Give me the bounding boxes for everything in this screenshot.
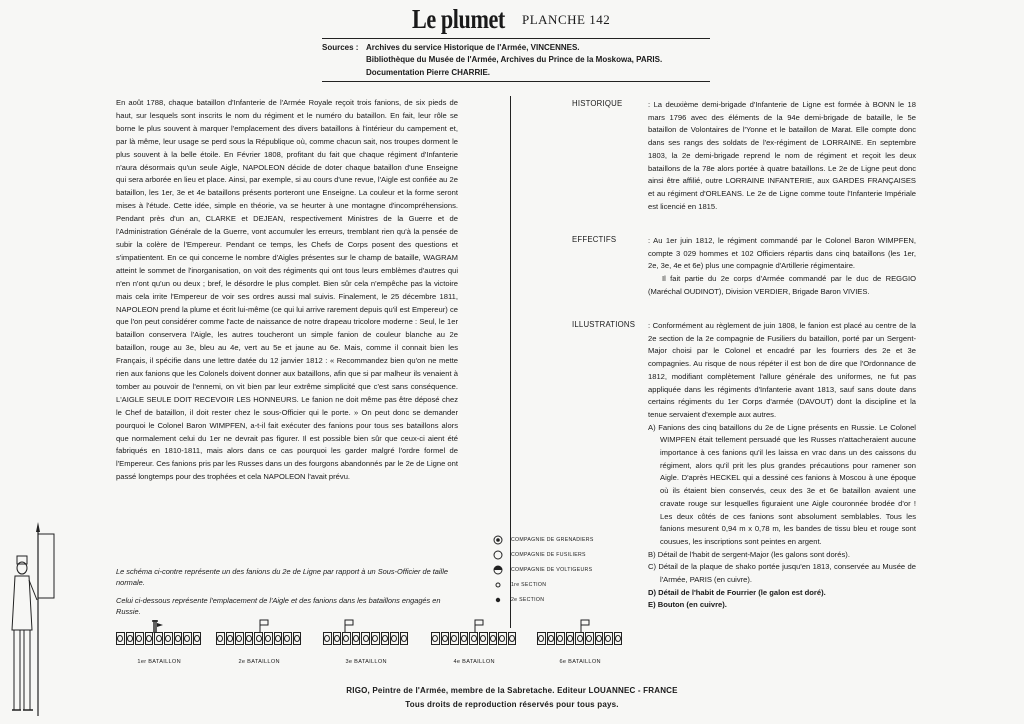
company-symbol xyxy=(284,635,290,642)
company-symbol xyxy=(442,635,448,642)
company-symbol xyxy=(294,635,300,642)
company-symbol xyxy=(557,635,563,642)
battalion-3 xyxy=(323,632,409,665)
company-symbol xyxy=(499,635,505,642)
legend xyxy=(493,532,631,607)
company-symbol xyxy=(136,635,142,642)
sources-line-2: Bibliothèque du Musée de l'Armée, Archives du Prince de la Moskowa, PARIS. xyxy=(366,55,663,65)
company-symbol xyxy=(577,635,583,642)
eagle-icon xyxy=(116,618,196,634)
company-symbol xyxy=(461,635,467,642)
legend-label: 1re SECTION xyxy=(511,581,547,588)
company-symbol xyxy=(165,635,171,642)
legend-section-1 xyxy=(493,577,631,592)
battalion-label: 6e BATAILLON xyxy=(559,659,601,665)
company-symbol xyxy=(471,635,477,642)
company-symbol xyxy=(324,635,330,642)
effectifs-text xyxy=(648,235,916,299)
company-symbol xyxy=(275,635,281,642)
company-symbol xyxy=(451,635,457,642)
battalion-6 xyxy=(537,632,623,665)
company-symbol xyxy=(586,635,592,642)
company-symbol xyxy=(117,635,123,642)
company-symbol xyxy=(256,635,262,642)
company-symbol xyxy=(265,635,271,642)
item-a: A) Fanions des cinq bataillons du 2e de Ligne présents en Russie. Le Colonel WIMPFEN était tellement persuadé que les Russes n'attacheraient aucune importance à ces fanions qu'il les laissa en vrac dans un des caissons du régiment, alors qu'il prit les plus grandes précautions pour ramener son Aigle. D'après HECKEL qui a dessiné ces fanions à Moscou à une époque où ils étaient bien conservés, ceux des 3e et 6e bataillon avaient une cravate rouge sur lesquelles figuraient une Aigle couronnée brodée d'or ! Les deux côtés de ces fanions sont absolument semblables. Tous les fanions mesurent 0,94 m x 0,78 m, les bandes de tissu bleu et rouge sont cousues, les inscriptions sont peintes en argent. xyxy=(648,422,916,546)
battalion-label: 4e BATAILLON xyxy=(453,659,495,665)
battalion-2 xyxy=(216,632,302,665)
history-paragraph: En août 1788, chaque bataillon d'Infanterie de l'Armée Royale reçoit trois fanions, de six pieds de haut, sur lesquels sont inscrits le nom du régiment et le numéro du bataillon. En fait, leur rôle se borne le plus souvent à marquer l'emplacement des divers bataillons à l'intérieur du campement et, par là même, leur usage se perd sous la République où, comme chacun sait, nos troupes dorment le plus souvent à la belle étoile. En Février 1808, profitant du fait que chaque régiment d'Infanterie n'aura désormais qu'un seule Aigle, NAPOLEON décide de doter chaque bataillon d'une Enseigne qui sera arborée en lieu et place. Ainsi, par exemple, si au cours d'une revue, l'Aigle est confiée au 2e bataillon, les 1er, 3e et 4e bataillons présents porteront une Enseigne. La couleur et la forme seront mises à l'étude. Cette idée, simple en théorie, va se heurter à une montagne d'incompréhensions. Pendant près d'un an, CLARKE et DEJEAN, respectivement Ministres de la Guerre et de l'Administration Générale de la Guerre, vont accumuler les erreurs, tremblant rien qu'à la pensée de subir la colère de l'Empereur. Pendant ce temps, les Chefs de Corps posent des questions et s'impatientent. En ce qui concerne le nombre d'Aigles présentes sur le champ de bataille, WAGRAM atteint le sommet de l'inorganisation, on voit des régiments qui ont tous leurs emblèmes d'autres qui n'en n'ont qu'un ou deux ; bref, le désordre le plus complet. Bien sûr cela n'empêche pas la victoire mais cela irrite l'Empereur de voir ses ordres aussi mal suivis. Finalement, le 25 décembre 1811, NAPOLEON prend la plume et écrit lui-même (ce qui lui arrive rarement depuis qu'il est Empereur) ce que l'on peut considérer comme l'acte de naissance de notre drapeau tricolore moderne : Seul, le 1er bataillon conservera l'Aigle, les autres toucheront un simple fanion de couleur blanche au 2e bataillon, rouge au 3e, bleu au 4e, vert au 5e et jaune au 6e. Mais, comme il connait bien les Français, il spécifie dans une lettre datée du 12 janvier 1812 : « Recommandez bien qu'on ne mette rien aux fanions que les Colonels doivent donner aux bataillons, afin que si par malheur ils venaient à tomber au pouvoir de l'ennemi, on vit bien par leur extrême simplicité que c'est sans conséquence. L'AIGLE SEULE DOIT RECEVOIR LES HONNEURS. Le fanion ne doit même pas être déposé chez le Chef de bataillon, il doit rester chez le sous-Officier qui le porte. » On peut donc se demander pourquoi le Colonel Baron WIMPFEN, a-t-il fait exécuter des fanions pour tous ses bataillons alors que normalement celui du 1er ne devrait pas figurer. Il est possible bien sûr que ceux-ci aient été fabriqués en 1810-1811, mais alors dans ce cas pourquoi les garder malgré l'ordre formel de l'Empereur. Ces fanions pris par les Russes dans un des fourgons abandonnés par le 2e de Ligne ont passé longtemps pour des trophées et cela NAPOLEON l'avait prévu. xyxy=(116,98,458,482)
footer-credit: RIGO, Peintre de l'Armée, membre de la Sabretache. Editeur LOUANNEC - FRANCE xyxy=(346,686,678,695)
company-symbol xyxy=(127,635,133,642)
battalion-label: 3e BATAILLON xyxy=(345,659,387,665)
company-symbol xyxy=(509,635,515,642)
flag-icon xyxy=(537,618,617,634)
legend-grenadiers xyxy=(493,532,631,547)
illustrations-text xyxy=(648,320,916,612)
planche-number: PLANCHE 142 xyxy=(522,12,611,27)
flag-icon xyxy=(323,618,403,634)
company-symbol xyxy=(217,635,223,642)
company-symbol xyxy=(184,635,190,642)
company-symbol xyxy=(615,635,621,642)
company-symbol xyxy=(156,635,162,642)
company-symbol xyxy=(334,635,340,642)
footer-rights: Tous droits de reproduction réservés pour tous pays. xyxy=(405,700,619,709)
historique-text xyxy=(648,99,916,213)
company-symbol xyxy=(372,635,378,642)
voltigeurs-symbol xyxy=(493,565,503,575)
label-illustrations: ILLUSTRATIONS xyxy=(572,320,636,329)
section-1-symbol xyxy=(493,580,503,590)
effectifs-paragraph-2: Il fait partie du 2e corps d'Armée commandé par le duc de REGGIO (Maréchal OUDINOT), Division VERDIER, Brigade Baron VIVIES. xyxy=(648,274,916,296)
header-rule-bottom xyxy=(322,81,710,82)
company-symbol xyxy=(391,635,397,642)
flag-icon xyxy=(216,618,296,634)
company-symbol xyxy=(353,635,359,642)
company-symbol xyxy=(194,635,200,642)
company-symbol xyxy=(596,635,602,642)
sources-label: Sources : xyxy=(322,43,359,52)
sources-line-1: Archives du service Historique de l'Armée, VINCENNES. xyxy=(366,43,580,52)
legend-label: COMPAGNIE DE FUSILIERS xyxy=(511,551,586,558)
historique-paragraph: : La deuxième demi-brigade d'Infanterie de Ligne est formée à BONN le 18 mars 1796 avec des éléments de la 94e demi-brigade de bataille, le 5e bataillon de Volontaires de l'Yonne et le bataillon de Marat. Elle compte donc dans ses rangs des soldats de l'ex-régiment de LORRAINE. En septembre 1803, la 2e demi-brigade reprend le nom de régiment et reçoit les deux bataillons de la 78e alors portée à quatre bataillons. Le 2e de Ligne peut donc ainsi être affilié, outre LORRAINE INFANTERIE, aux GARDES FRANÇAISES et au régiment d'ORLEANS. Le 2e de Ligne comme toute l'Infanterie Impériale est licencié en 1815. xyxy=(648,100,916,211)
legend-fusiliers xyxy=(493,547,631,562)
effectifs-paragraph-1: : Au 1er juin 1812, le régiment commandé par le Colonel Baron WIMPFEN, compte 3 029 hommes et 102 Officiers répartis dans cinq bataillons (les 1er, 2e, 3e, 4e et 6e) plus une compagnie d'Artillerie régimentaire. xyxy=(648,236,916,271)
company-symbol xyxy=(605,635,611,642)
battalion-label: 2e BATAILLON xyxy=(238,659,280,665)
grenadiers-symbol xyxy=(493,535,503,545)
item-c: C) Détail de la plaque de shako portée jusqu'en 1813, conservée au Musée de l'Armée, PARIS (en cuivre). xyxy=(648,562,916,585)
company-symbol xyxy=(382,635,388,642)
sources-line-3: Documentation Pierre CHARRIE. xyxy=(366,67,491,77)
sources-block xyxy=(322,42,722,79)
company-symbol xyxy=(480,635,486,642)
legend-label: 2e SECTION xyxy=(511,596,545,603)
fusiliers-symbol xyxy=(493,550,503,560)
company-symbol xyxy=(567,635,573,642)
illustrations-paragraph: : Conformément au règlement de juin 1808, le fanion est placé au centre de la 2e section de la 2e compagnie de Fusiliers du bataillon, porté par un Sergent-Major choisi par le Colonel et encadré par les fourriers des 2e et 3e compagnies. Au risque de nous répéter il est bon de dire que l'Ordonnance de 1812, modifiant complètement l'allure générale des uniformes, ne fut pas appliquée dans les régiments d'Infanterie avant 1813, sauf sans doute dans certains régiments du 1er Corps d'armée (DAVOUT) dont la discipline et la tenue servaient d'exemple aux autres. xyxy=(648,321,916,419)
company-symbol xyxy=(432,635,438,642)
legend-label: COMPAGNIE DE VOLTIGEURS xyxy=(511,566,593,573)
section-2-symbol xyxy=(493,595,503,605)
company-symbol xyxy=(490,635,496,642)
left-column-text xyxy=(116,97,458,484)
company-symbol xyxy=(227,635,233,642)
item-e: E) Bouton (en cuivre). xyxy=(648,600,727,610)
company-symbol xyxy=(343,635,349,642)
legend-voltigeurs xyxy=(493,562,631,577)
header-rule-top xyxy=(322,38,710,39)
battalion-label: 1er BATAILLON xyxy=(137,659,181,665)
company-symbol xyxy=(246,635,252,642)
legend-section-2 xyxy=(493,592,631,607)
caption-schema: Le schéma ci-contre représente un des fanions du 2e de Ligne par rapport à un Sous-Officier de taille normale. xyxy=(116,567,448,587)
company-symbol xyxy=(548,635,554,642)
label-historique: HISTORIQUE xyxy=(572,99,623,108)
company-symbol xyxy=(401,635,407,642)
company-symbol xyxy=(363,635,369,642)
item-d: D) Détail de l'habit de Fourrier (le galon est doré). xyxy=(648,587,826,597)
page-title: Le plumet xyxy=(412,4,505,34)
flag-icon xyxy=(431,618,511,634)
battalion-4 xyxy=(431,632,517,665)
company-symbol xyxy=(538,635,544,642)
company-symbol xyxy=(236,635,242,642)
label-effectifs: EFFECTIFS xyxy=(572,235,617,244)
battalion-1 xyxy=(116,632,202,665)
company-symbol xyxy=(146,635,152,642)
item-b: B) Détail de l'habit de sergent-Major (les galons sont dorés). xyxy=(648,549,850,559)
legend-label: COMPAGNIE DE GRENADIERS xyxy=(511,536,594,543)
caption-placement: Celui ci-dessous représente l'emplacement de l'Aigle et des fanions dans les bataillons engagés en Russie. xyxy=(116,596,441,616)
company-symbol xyxy=(175,635,181,642)
